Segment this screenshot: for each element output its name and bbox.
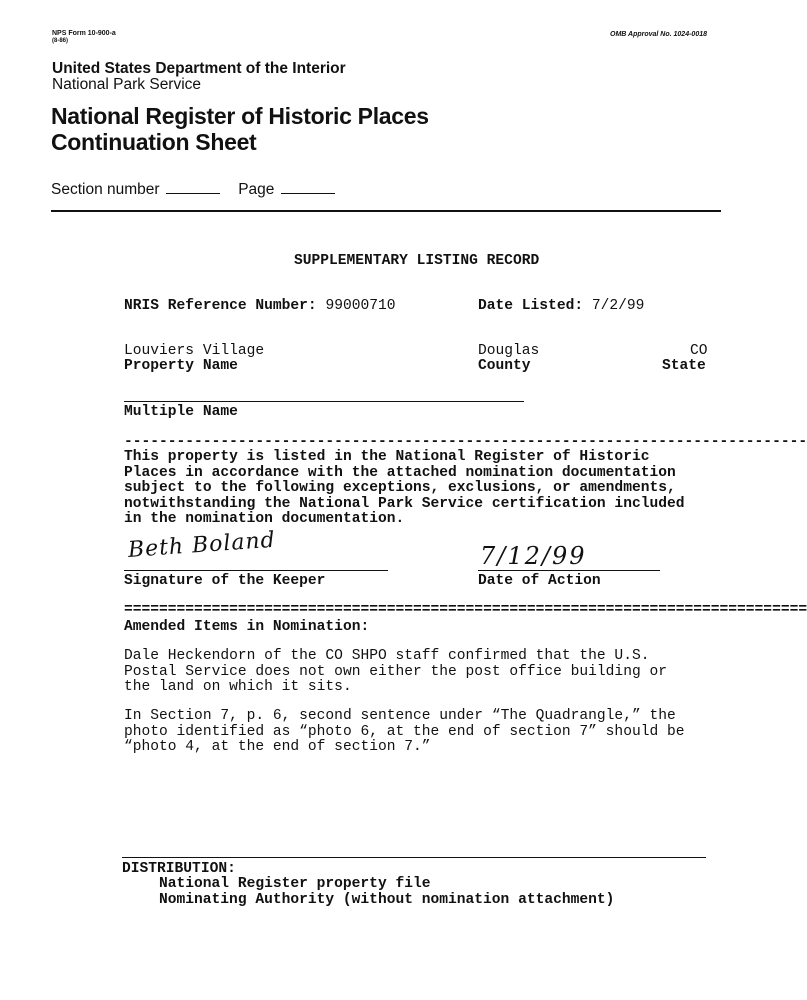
- nris-reference: [124, 299, 396, 315]
- section-number-blank: [166, 193, 220, 194]
- distribution-divider: [122, 857, 706, 858]
- form-revision: (8-86): [52, 38, 69, 44]
- property-name-value: Louviers Village: [124, 343, 265, 359]
- nris-label: NRIS Reference Number:: [124, 298, 317, 314]
- signature-label: Signature of the Keeper: [124, 573, 326, 589]
- service-name: National Park Service: [52, 76, 202, 93]
- amended-items-label: Amended Items in Nomination:: [124, 619, 370, 635]
- paragraph-line: In Section 7, p. 6, second sentence under “The Quadrangle,” the: [124, 708, 676, 724]
- section-number-field: [51, 181, 335, 199]
- page-title: National Register of Historic Places: [51, 103, 429, 129]
- statement-line: This property is listed in the National Register of Historic: [124, 449, 650, 465]
- page-number-blank: [281, 193, 335, 194]
- amendment-paragraph-1: [124, 649, 667, 696]
- action-date-handwritten: 7/12/99: [480, 542, 587, 570]
- header-divider: [51, 210, 721, 212]
- signature-line: [124, 570, 388, 571]
- multiple-name-line: [124, 401, 524, 402]
- keeper-signature: Beth Boland: [127, 527, 277, 563]
- county-label: County: [478, 358, 531, 374]
- statement-line: Places in accordance with the attached nomination documentation: [124, 464, 676, 481]
- paragraph-line: Dale Heckendorn of the CO SHPO staff confirmed that the U.S.: [124, 648, 650, 664]
- paragraph-line: the land on which it sits.: [124, 679, 352, 695]
- distribution-item: Nominating Authority (without nomination attachment): [159, 891, 615, 908]
- distribution-item: National Register property file: [159, 876, 431, 892]
- department-name: United States Department of the Interior: [52, 60, 346, 77]
- listing-statement: [124, 450, 685, 528]
- action-date-label: Date of Action: [478, 573, 601, 589]
- paragraph-line: “photo 4, at the end of section 7.”: [124, 739, 431, 755]
- amendment-paragraph-2: [124, 709, 685, 756]
- nris-value: 99000710: [325, 298, 396, 314]
- county-value: Douglas: [478, 343, 540, 359]
- omb-approval: OMB Approval No. 1024-0018: [610, 31, 707, 38]
- date-listed-value: 7/2/99: [591, 298, 645, 314]
- page-label: Page: [238, 181, 275, 198]
- record-heading: SUPPLEMENTARY LISTING RECORD: [294, 253, 540, 269]
- action-date-line: [478, 570, 660, 571]
- state-label: State: [662, 358, 706, 374]
- state-value: CO: [690, 343, 708, 359]
- property-name-label: Property Name: [124, 358, 238, 374]
- paragraph-line: Postal Service does not own either the post office building or: [124, 663, 667, 680]
- date-listed: [478, 299, 644, 315]
- multiple-name-label: Multiple Name: [124, 404, 238, 420]
- statement-line: notwithstanding the National Park Service certification included: [124, 495, 685, 512]
- statement-line: subject to the following exceptions, exclusions, or amendments,: [124, 480, 676, 496]
- double-divider: ==============================================================================: [124, 602, 807, 618]
- paragraph-line: photo identified as “photo 6, at the end of section 7” should be: [124, 723, 685, 740]
- dashed-divider: ------------------------------------------------------------------------------: [124, 434, 807, 450]
- distribution-label: DISTRIBUTION:: [122, 861, 236, 877]
- statement-line: in the nomination documentation.: [124, 511, 405, 527]
- form-number: NPS Form 10-900-a: [52, 30, 116, 37]
- date-listed-label: Date Listed:: [478, 298, 584, 314]
- page-subtitle: Continuation Sheet: [51, 129, 257, 155]
- distribution-list: [159, 877, 614, 908]
- section-number-label: Section number: [51, 181, 160, 198]
